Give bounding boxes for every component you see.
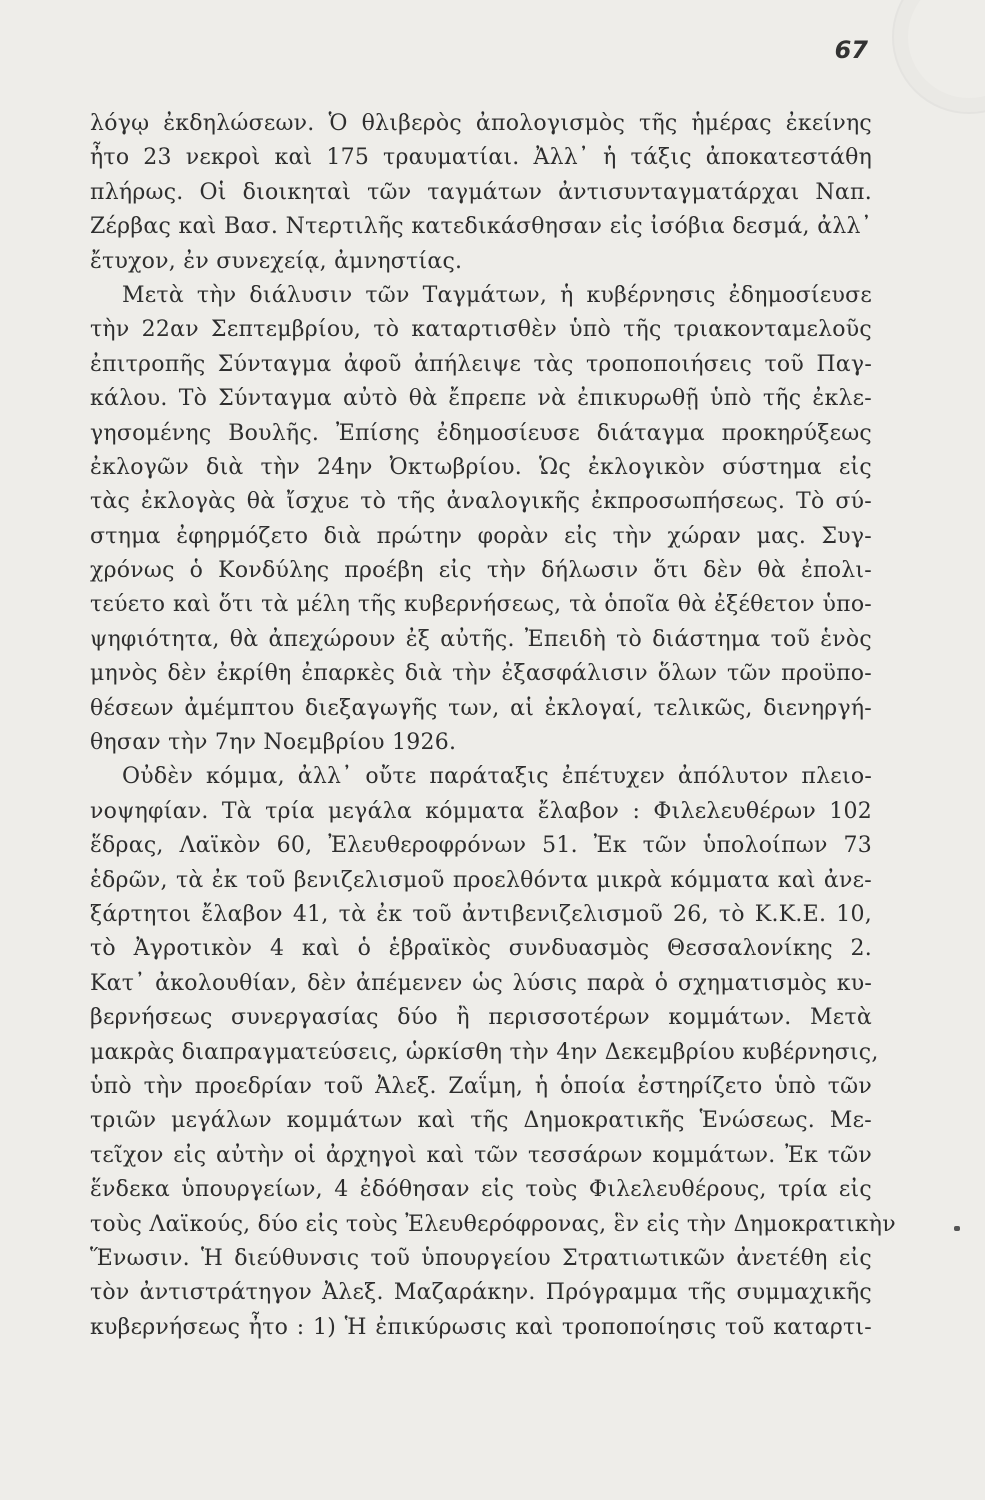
text-line: ἑδρῶν, τὰ ἐκ τοῦ βενιζελισμοῦ προελθόντα μικρὰ κόμματα καὶ ἀνε- bbox=[90, 867, 872, 893]
margin-mark bbox=[954, 1226, 960, 1231]
text-line: βερνήσεως συνεργασίας δύο ἢ περισσοτέρων κομμάτων. Μετὰ bbox=[90, 1005, 872, 1031]
text-line: πλήρως. Οἱ διοικηταὶ τῶν ταγμάτων ἀντισυνταγματάρχαι Ναπ. bbox=[90, 179, 872, 205]
text-line: στημα ἐφηρμόζετο διὰ πρώτην φορὰν εἰς τὴν χώραν μας. Συγ- bbox=[90, 523, 872, 549]
text-line: νοψηφίαν. Τὰ τρία μεγάλα κόμματα ἔλαβον : Φιλελευθέρων 102 bbox=[90, 798, 872, 824]
text-line: θησαν τὴν 7ην Νοεμβρίου 1926. bbox=[90, 730, 457, 756]
text-line: ψηφιότητα, θὰ ἀπεχώρουν ἐξ αὐτῆς. Ἐπειδὴ τὸ διάστημα τοῦ ἑνὸς bbox=[90, 626, 872, 652]
text-line: τὰς ἐκλογὰς θὰ ἴσχυε τὸ τῆς ἀναλογικῆς ἐκπροσωπήσεως. Τὸ σύ- bbox=[90, 489, 872, 515]
library-stamp bbox=[892, 0, 985, 114]
text-line: ξάρτητοι ἔλαβον 41, τὰ ἐκ τοῦ ἀντιβενιζελισμοῦ 26, τὸ Κ.Κ.Ε. 10, bbox=[90, 901, 872, 927]
text-line: ἐπιτροπῆς Σύνταγμα ἀφοῦ ἀπήλειψε τὰς τροποποιήσεις τοῦ Παγ- bbox=[90, 351, 872, 377]
text-line: τεῖχον εἰς αὐτὴν οἱ ἀρχηγοὶ καὶ τῶν τεσσάρων κομμάτων. Ἐκ τῶν bbox=[90, 1142, 872, 1168]
text-line: ὑπὸ τὴν προεδρίαν τοῦ Ἀλεξ. Ζαΐμη, ἡ ὁποία ἐστηρίζετο ὑπὸ τῶν bbox=[90, 1073, 872, 1099]
text-line: ἔτυχον, ἐν συνεχείᾳ, ἀμνηστίας. bbox=[90, 248, 463, 274]
text-line: τριῶν μεγάλων κομμάτων καὶ τῆς Δημοκρατικῆς Ἑνώσεως. Με- bbox=[90, 1108, 872, 1134]
text-line: Κατ᾽ ἀκολουθίαν, δὲν ἀπέμενεν ὡς λύσις παρὰ ὁ σχηματισμὸς κυ- bbox=[90, 970, 872, 996]
text-line: τὴν 22αν Σεπτεμβρίου, τὸ καταρτισθὲν ὑπὸ τῆς τριακονταμελοῦς bbox=[90, 317, 872, 343]
text-line: ἕδρας, Λαϊκὸν 60, Ἐλευθεροφρόνων 51. Ἐκ τῶν ὑπολοίπων 73 bbox=[90, 833, 872, 859]
text-line: κυβερνήσεως ἦτο : 1) Ἡ ἐπικύρωσις καὶ τροποποίησις τοῦ καταρτι- bbox=[90, 1314, 872, 1340]
text-line: τὸ Ἀγροτικὸν 4 καὶ ὁ ἑβραϊκὸς συνδυασμὸς Θεσσαλονίκης 2. bbox=[90, 936, 872, 962]
text-line: γησομένης Βουλῆς. Ἐπίσης ἐδημοσίευσε διάταγμα προκηρύξεως bbox=[90, 420, 872, 446]
text-line: τὸν ἀντιστράτηγον Ἀλεξ. Μαζαράκην. Πρόγραμμα τῆς συμμαχικῆς bbox=[90, 1280, 872, 1306]
text-line: Ζέρβας καὶ Βασ. Ντερτιλῆς κατεδικάσθησαν εἰς ἰσόβια δεσμά, ἀλλ᾽ bbox=[90, 214, 872, 240]
page-number: 67 bbox=[834, 36, 868, 64]
text-line: Ἕνωσιν. Ἡ διεύθυνσις τοῦ ὑπουργείου Στρατιωτικῶν ἀνετέθη εἰς bbox=[90, 1245, 872, 1271]
text-line: μακρὰς διαπραγματεύσεις, ὡρκίσθη τὴν 4ην Δεκεμβρίου κυβέρνησις, bbox=[90, 1039, 879, 1065]
text-line: θέσεων ἀμέμπτου διεξαγωγῆς των, αἱ ἐκλογαί, τελικῶς, διενηργή- bbox=[90, 695, 872, 721]
text-line: Μετὰ τὴν διάλυσιν τῶν Ταγμάτων, ἡ κυβέρνησις ἐδημοσίευσε bbox=[122, 282, 872, 308]
text-line: ἕνδεκα ὑπουργείων, 4 ἐδόθησαν εἰς τοὺς Φιλελευθέρους, τρία εἰς bbox=[90, 1177, 872, 1203]
body-text bbox=[90, 107, 896, 1345]
text-line: Οὐδὲν κόμμα, ἀλλ᾽ οὔτε παράταξις ἐπέτυχεν ἀπόλυτον πλειο- bbox=[122, 764, 872, 790]
text-line: χρόνως ὁ Κονδύλης προέβη εἰς τὴν δήλωσιν ὅτι δὲν θὰ ἐπολι- bbox=[90, 558, 872, 584]
text-line: μηνὸς δὲν ἐκρίθη ἐπαρκὲς διὰ τὴν ἐξασφάλισιν ὅλων τῶν προϋπο- bbox=[90, 661, 872, 687]
text-line: κάλου. Τὸ Σύνταγμα αὐτὸ θὰ ἔπρεπε νὰ ἐπικυρωθῇ ὑπὸ τῆς ἐκλε- bbox=[90, 386, 872, 412]
text-line: λόγῳ ἐκδηλώσεων. Ὁ θλιβερὸς ἀπολογισμὸς τῆς ἡμέρας ἐκείνης bbox=[90, 111, 872, 136]
text-line: ἐκλογῶν διὰ τὴν 24ην Ὀκτωβρίου. Ὡς ἐκλογικὸν σύστημα εἰς bbox=[90, 454, 872, 480]
text-line: τοὺς Λαϊκούς, δύο εἰς τοὺς Ἐλευθερόφρονας, ἓν εἰς τὴν Δημοκρατικὴν bbox=[90, 1211, 896, 1237]
text-line: ἦτο 23 νεκροὶ καὶ 175 τραυματίαι. Ἀλλ᾽ ἡ τάξις ἀποκατεστάθη bbox=[90, 145, 872, 171]
text-line: τεύετο καὶ ὅτι τὰ μέλη τῆς κυβερνήσεως, τὰ ὁποῖα θὰ ἐξέθετον ὑπο- bbox=[90, 592, 872, 618]
